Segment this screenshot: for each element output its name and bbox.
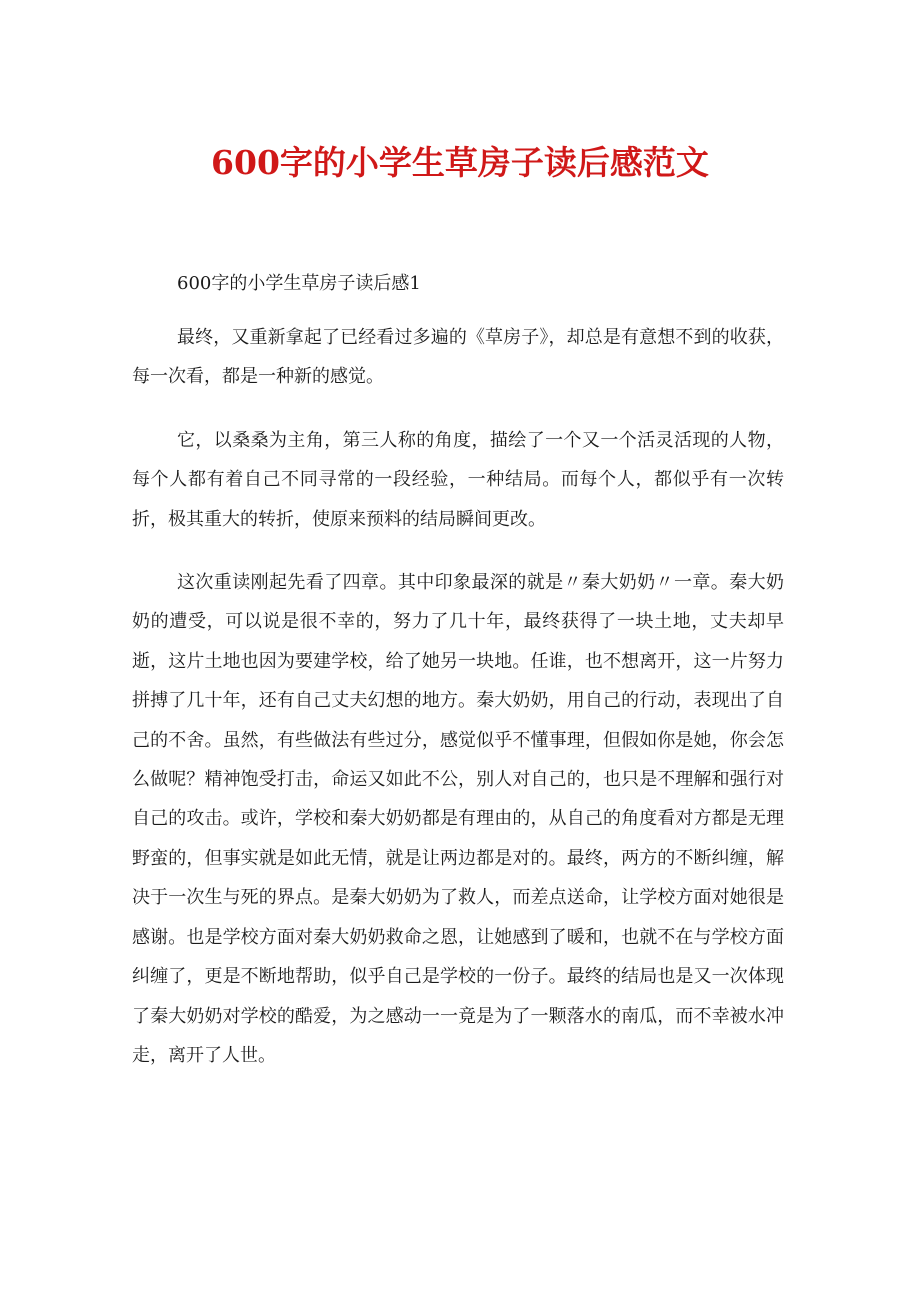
page-title: 600字的小学生草房子读后感范文 — [211, 143, 709, 182]
paragraph: 这次重读刚起先看了四章。其中印象最深的就是〃秦大奶奶〃一章。秦大奶奶的遭受，可以说是很不幸的，努力了几十年，最终获得了一块土地，丈夫却早逝，这片土地也因为要建学校，给了她另一块地。任谁，也不想离开，这一片努力拼搏了几十年，还有自己丈夫幻想的地方。秦大奶奶，用自己的行动，表现出了自己的不舍。虽然，有些做法有些过分，感觉似乎不懂事理，但假如你是她，你会怎么做呢？精神饱受打击，命运又如此不公，别人对自己的，也只是不理解和强行对自己的攻击。或许，学校和秦大奶奶都是有理由的，从自己的角度看对方都是无理野蛮的，但事实就是如此无情，就是让两边都是对的。最终，两方的不断纠缠，解决于一次生与死的界点。是秦大奶奶为了救人，而差点送命，让学校方面对她很是感谢。也是学校方面对秦大奶奶救命之恩，让她感到了暖和，也就不在与学校方面纠缠了，更是不断地帮助，似乎自己是学校的一份子。最终的结局也是又一次体现了秦大奶奶对学校的酷爱，为之感动一一竟是为了一颗落水的南瓜，而不幸被水冲走，离开了人世。 — [132, 572, 784, 1066]
paragraph: 它，以桑桑为主角，第三人称的角度，描绘了一个又一个活灵活现的人物，每个人都有着自己不同寻常的一段经验，一种结局。而每个人，都似乎有一次转折，极其重大的转折，使原来预料的结局瞬间更改。 — [132, 429, 784, 530]
paragraph: 最终，又重新拿起了已经看过多遍的《草房子》，却总是有意想不到的收获，每一次看，都是一种新的感觉。 — [132, 327, 784, 388]
section-heading: 600字的小学生草房子读后感1 — [177, 273, 421, 294]
body-text — [132, 318, 784, 1099]
